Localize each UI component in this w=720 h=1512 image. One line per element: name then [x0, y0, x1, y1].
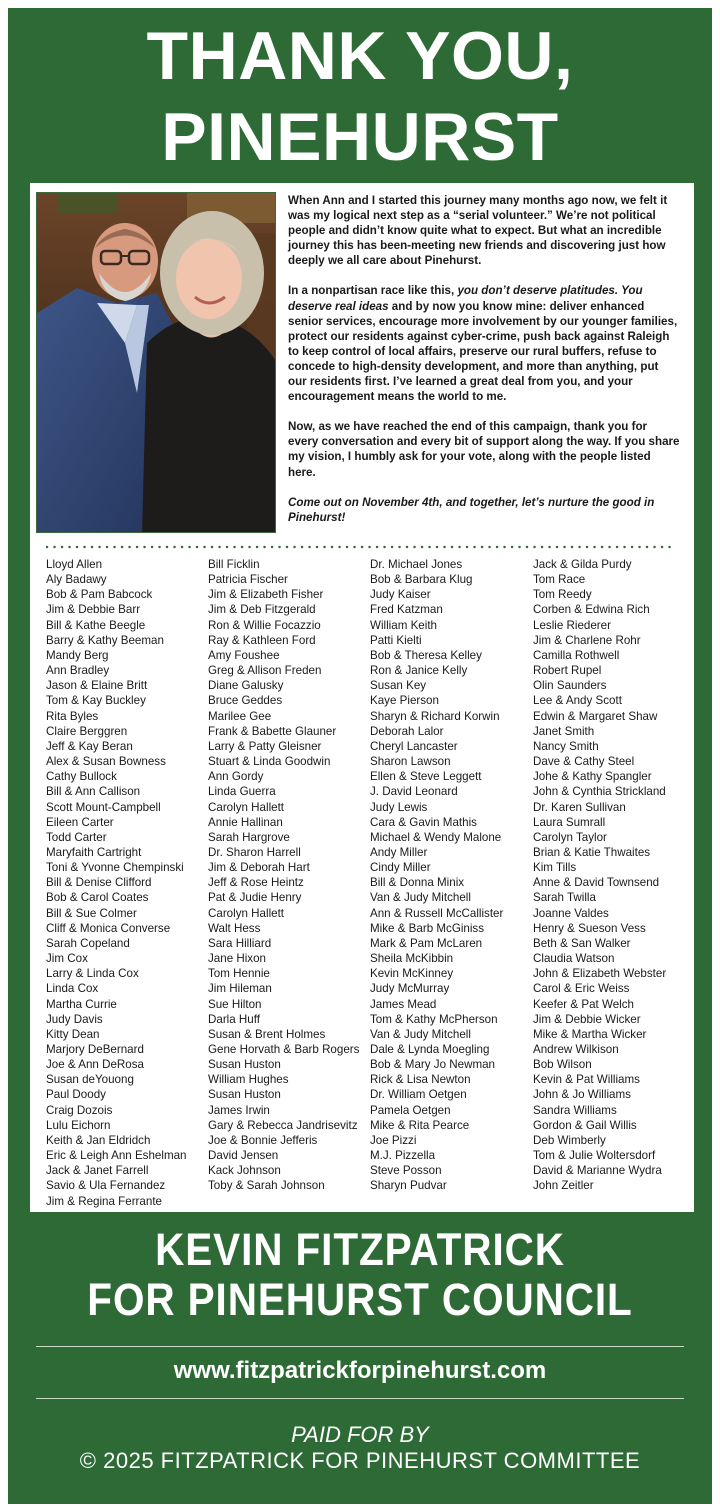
supporter-name: William Keith	[370, 618, 437, 632]
candidate-office: FOR PINEHURST COUNCIL	[87, 1274, 633, 1325]
supporter-name: Tom Race	[533, 573, 586, 587]
supporter-name: Gary & Rebecca Jandrisevitz	[208, 1118, 358, 1132]
supporter-name: Sharon Lawson	[370, 755, 451, 769]
supporter-name: Jim & Elizabeth Fisher	[208, 588, 324, 602]
supporter-name: Jim & Regina Ferrante	[46, 1194, 162, 1208]
supporter-name: Rick & Lisa Newton	[370, 1073, 471, 1087]
supporter-name: David Jensen	[208, 1149, 279, 1163]
supporter-name: Sarah Hargrove	[208, 830, 290, 844]
supporter-name: Larry & Patty Gleisner	[208, 739, 322, 753]
supporter-name: Diane Galusky	[208, 679, 284, 693]
footer-rule-top	[36, 1346, 684, 1347]
supporter-name: James Irwin	[208, 1103, 270, 1117]
letter-paragraph-3: Now, as we have reached the end of this campaign, thank you for every conversation and every bit of support along the way. If you share my vision, I humbly ask for your vote, along with the people listed here.	[288, 420, 680, 479]
supporter-name: Dave & Cathy Steel	[533, 755, 635, 769]
supporter-name: Keefer & Pat Welch	[533, 997, 634, 1011]
supporter-name: Mike & Rita Pearce	[370, 1118, 470, 1132]
supporter-name: Lloyd Allen	[46, 558, 103, 571]
supporter-name: Sarah Copeland	[46, 936, 130, 950]
supporter-name: Bill & Donna Minix	[370, 876, 465, 890]
supporter-name: Camilla Rothwell	[533, 648, 620, 662]
supporter-name: Jim & Debbie Wicker	[533, 1012, 641, 1026]
supporter-name: Keith & Jan Eldridch	[46, 1133, 151, 1147]
supporter-name: Marjory DeBernard	[46, 1043, 144, 1056]
supporter-name: Ron & Janice Kelly	[370, 664, 468, 678]
green-frame	[8, 8, 712, 1504]
supporter-name: Jane Hixon	[208, 952, 267, 966]
supporter-name: Toby & Sarah Johnson	[208, 1179, 325, 1193]
supporter-name: Annie Hallinan	[208, 815, 283, 829]
supporter-name: Stuart & Linda Goodwin	[208, 755, 331, 769]
supporter-name: Tom & Kathy McPherson	[370, 1012, 498, 1026]
supporter-name: Bruce Geddes	[208, 694, 283, 708]
supporter-name: Olin Saunders	[533, 679, 607, 693]
supporter-name: Joe Pizzi	[370, 1133, 417, 1147]
supporter-column-2	[208, 557, 368, 1194]
supporter-name: Van & Judy Mitchell	[370, 891, 471, 905]
supporter-name: Jim Cox	[46, 952, 88, 966]
supporter-name: Ann & Russell McCallister	[370, 906, 504, 920]
supporter-name: Robert Rupel	[533, 664, 602, 678]
supporter-name: Gordon & Gail Willis	[533, 1118, 637, 1132]
supporter-name: Michael & Wendy Malone	[370, 830, 502, 844]
supporter-name: Patricia Fischer	[208, 573, 288, 587]
supporter-name: Walt Hess	[208, 921, 261, 935]
supporter-name: Susan & Brent Holmes	[208, 1027, 326, 1041]
supporter-name: Mandy Berg	[46, 648, 109, 662]
candidate-letter	[288, 193, 680, 540]
supporter-name: Sharyn Pudvar	[370, 1179, 447, 1193]
content-panel	[30, 183, 694, 1212]
supporter-name: Bill Ficklin	[208, 558, 260, 571]
supporter-name: Martha Currie	[46, 997, 117, 1011]
headline-thank-you: THANK YOU,	[146, 18, 574, 94]
supporter-name: Joanne Valdes	[533, 906, 609, 920]
dotted-divider	[46, 536, 678, 540]
footer-rule-bottom	[36, 1398, 684, 1399]
supporter-name: Janet Smith	[533, 724, 595, 738]
supporter-name: Darla Huff	[208, 1012, 260, 1026]
supporter-name: Kaye Pierson	[370, 694, 439, 708]
supporter-name: Kack Johnson	[208, 1164, 281, 1178]
supporter-name: Pamela Oetgen	[370, 1103, 451, 1117]
supporter-name: Susan Huston	[208, 1088, 281, 1102]
supporter-name: Bob Wilson	[533, 1058, 592, 1072]
supporter-name: M.J. Pizzella	[370, 1149, 436, 1163]
supporter-name: Carolyn Hallett	[208, 800, 285, 814]
supporter-name: Linda Guerra	[208, 785, 276, 799]
supporter-name: Tom Hennie	[208, 967, 270, 981]
supporter-name: Amy Foushee	[208, 648, 280, 662]
supporter-name: Pat & Judie Henry	[208, 891, 302, 905]
dotted-divider-line	[46, 545, 678, 549]
supporter-name: Larry & Linda Cox	[46, 967, 139, 981]
supporter-name: Laura Sumrall	[533, 815, 606, 829]
supporter-name: Tom & Kay Buckley	[46, 694, 146, 708]
supporter-name: Alex & Susan Bowness	[46, 755, 166, 769]
supporter-name: Linda Cox	[46, 982, 99, 996]
supporter-name: Deborah Lalor	[370, 724, 444, 738]
supporter-name: Ron & Willie Focazzio	[208, 618, 321, 632]
supporter-name: Carolyn Hallett	[208, 906, 285, 920]
supporter-name: Dr. Sharon Harrell	[208, 845, 301, 859]
supporter-name: Judy Davis	[46, 1012, 103, 1026]
supporter-name: Mike & Martha Wicker	[533, 1027, 647, 1041]
supporter-name: Mark & Pam McLaren	[370, 936, 483, 950]
supporter-name: Bob & Mary Jo Newman	[370, 1058, 496, 1072]
supporter-name: Jeff & Rose Heintz	[208, 876, 304, 890]
supporter-name: Corben & Edwina Rich	[533, 603, 650, 617]
supporter-column-4	[533, 557, 693, 1194]
supporter-name: Jim & Debbie Barr	[46, 603, 141, 617]
supporter-name: Johe & Kathy Spangler	[533, 770, 652, 784]
supporter-name: Rita Byles	[46, 709, 99, 723]
supporter-name: Bob & Carol Coates	[46, 891, 149, 905]
supporter-name: Marilee Gee	[208, 709, 272, 723]
supporter-name: Dr. Michael Jones	[370, 558, 463, 571]
supporter-name: Nancy Smith	[533, 739, 599, 753]
supporter-name: Eric & Leigh Ann Eshelman	[46, 1149, 187, 1163]
supporter-name: Bob & Pam Babcock	[46, 588, 153, 602]
supporter-name: Eileen Carter	[46, 815, 114, 829]
supporter-name: Toni & Yvonne Chempinski	[46, 861, 184, 875]
supporter-name: Ann Bradley	[46, 664, 110, 678]
supporter-name: Ellen & Steve Leggett	[370, 770, 482, 784]
supporter-name: Susan Huston	[208, 1058, 281, 1072]
supporter-name: Dale & Lynda Moegling	[370, 1043, 490, 1056]
supporter-name: Gene Horvath & Barb Rogers	[208, 1043, 360, 1056]
supporter-name: Patti Kielti	[370, 633, 422, 647]
supporter-name: Sheila McKibbin	[370, 952, 454, 966]
supporter-name: Jason & Elaine Britt	[46, 679, 148, 693]
supporter-name: Claudia Watson	[533, 952, 615, 966]
supporter-name: Greg & Allison Freden	[208, 664, 322, 678]
supporter-name: Paul Doody	[46, 1088, 106, 1102]
supporter-name: Judy Lewis	[370, 800, 428, 814]
supporter-name: Susan deYouong	[46, 1073, 134, 1087]
supporter-name: Sara Hilliard	[208, 936, 272, 950]
supporter-name: Dr. Karen Sullivan	[533, 800, 626, 814]
supporter-name: Sue Hilton	[208, 997, 262, 1011]
supporter-name: Bob & Barbara Klug	[370, 573, 473, 587]
supporter-name: Frank & Babette Glauner	[208, 724, 337, 738]
supporter-name: Beth & San Walker	[533, 936, 631, 950]
supporter-name: Deb Wimberly	[533, 1133, 606, 1147]
supporter-name: Cindy Miller	[370, 861, 431, 875]
supporter-name: Jim & Deborah Hart	[208, 861, 310, 875]
supporter-name: Susan Key	[370, 679, 427, 693]
supporter-name: Kitty Dean	[46, 1027, 100, 1041]
supporter-name: Barry & Kathy Beeman	[46, 633, 164, 647]
supporter-name: J. David Leonard	[370, 785, 458, 799]
supporter-name: Aly Badawy	[46, 573, 107, 587]
supporter-name: William Hughes	[208, 1073, 289, 1087]
supporter-name: Jim Hileman	[208, 982, 272, 996]
campaign-website-link[interactable]: www.fitzpatrickforpinehurst.com	[173, 1357, 547, 1384]
supporter-name: Bob & Theresa Kelley	[370, 648, 482, 662]
supporter-name: Tom Reedy	[533, 588, 592, 602]
supporter-name: Joe & Bonnie Jefferis	[208, 1133, 318, 1147]
supporter-name: Cliff & Monica Converse	[46, 921, 171, 935]
letter-emphasis: you don’t deserve platitudes. You deserve real ideas	[288, 284, 643, 313]
supporter-name: Van & Judy Mitchell	[370, 1027, 471, 1041]
couple-photo-illustration	[37, 193, 276, 533]
supporter-name: Bill & Denise Clifford	[46, 876, 152, 890]
candidate-photo	[36, 192, 276, 533]
supporter-name: Andrew Wilkison	[533, 1043, 619, 1056]
supporter-name: John Zeitler	[533, 1179, 594, 1193]
letter-paragraph-1: When Ann and I started this journey many months ago now, we felt it was my logical next step as a “serial volunteer.” We’re not political people and didn’t know quite what to expect. But what an incredible journey this has been-meeting new friends and discovering just how deeply we all care about Pinehurst.	[288, 194, 668, 268]
letter-paragraph-2: In a nonpartisan race like this, you don’t deserve platitudes. You deserve real ideas and by now you know mine: deliver enhanced senior services, encourage more involvement by our younger families, protect our residents against cyber-crime, push back against Raleigh to keep control of local affairs, preserve our rural buffers, refuse to concede to high-density development, and more than anything, put our residents first. I’ve learned a great deal from you, and your encouragement means the world to me.	[288, 284, 678, 404]
supporter-name: Leslie Riederer	[533, 618, 611, 632]
supporter-name: Anne & David Townsend	[533, 876, 660, 890]
supporter-name: Todd Carter	[46, 830, 107, 844]
supporter-name: John & Jo Williams	[533, 1088, 631, 1102]
supporter-name: Ann Gordy	[208, 770, 264, 784]
supporter-name: David & Marianne Wydra	[533, 1164, 662, 1178]
supporter-name: Carol & Eric Weiss	[533, 982, 630, 996]
supporter-name: Maryfaith Cartright	[46, 845, 142, 859]
supporter-name: Sandra Williams	[533, 1103, 617, 1117]
supporter-name: Scott Mount-Campbell	[46, 800, 161, 814]
candidate-name: KEVIN FITZPATRICK	[155, 1224, 565, 1275]
supporter-name: Steve Posson	[370, 1164, 442, 1178]
supporter-column-1	[46, 557, 206, 1209]
supporter-name: Kim Tills	[533, 861, 577, 875]
supporter-name: Brian & Katie Thwaites	[533, 845, 651, 859]
supporter-name: Bill & Ann Callison	[46, 785, 141, 799]
supporter-name: Henry & Sueson Vess	[533, 921, 646, 935]
supporter-name: Jim & Charlene Rohr	[533, 633, 641, 647]
supporter-name: Lulu Eichorn	[46, 1118, 111, 1132]
supporter-name: John & Cynthia Strickland	[533, 785, 666, 799]
supporter-name: Edwin & Margaret Shaw	[533, 709, 658, 723]
supporter-name: James Mead	[370, 997, 437, 1011]
supporter-column-3	[370, 557, 530, 1194]
supporter-name: Ray & Kathleen Ford	[208, 633, 316, 647]
supporter-name: Andy Miller	[370, 845, 428, 859]
supporter-name: Mike & Barb McGiniss	[370, 921, 485, 935]
supporter-name: Tom & Julie Woltersdorf	[533, 1149, 656, 1163]
supporter-name: Lee & Andy Scott	[533, 694, 622, 708]
supporter-name: Kevin & Pat Williams	[533, 1073, 640, 1087]
supporter-name: Craig Dozois	[46, 1103, 113, 1117]
supporter-name: Jack & Gilda Purdy	[533, 558, 632, 571]
supporter-name: Judy McMurray	[370, 982, 450, 996]
supporter-name: Cheryl Lancaster	[370, 739, 458, 753]
supporter-name: Dr. William Oetgen	[370, 1088, 467, 1102]
supporter-name: Fred Katzman	[370, 603, 443, 617]
supporter-name: Cara & Gavin Mathis	[370, 815, 477, 829]
supporter-name: Carolyn Taylor	[533, 830, 607, 844]
supporter-name: Claire Berggren	[46, 724, 128, 738]
supporter-name: Kevin McKinney	[370, 967, 454, 981]
supporter-name: Jack & Janet Farrell	[46, 1164, 149, 1178]
supporter-name: John & Elizabeth Webster	[533, 967, 667, 981]
supporter-name: Judy Kaiser	[370, 588, 431, 602]
supporter-name: Jeff & Kay Beran	[46, 739, 133, 753]
headline-pinehurst: PINEHURST	[161, 99, 559, 175]
paid-for-by: PAID FOR BY	[291, 1422, 429, 1447]
supporter-name: Bill & Sue Colmer	[46, 906, 137, 920]
copyright-notice: © 2025 FITZPATRICK FOR PINEHURST COMMITTEE	[79, 1448, 641, 1473]
supporter-name: Jim & Deb Fitzgerald	[208, 603, 316, 617]
supporter-name: Bill & Kathe Beegle	[46, 618, 146, 632]
supporter-name: Savio & Ula Fernandez	[46, 1179, 166, 1193]
supporter-name: Sarah Twilla	[533, 891, 596, 905]
supporter-name: Sharyn & Richard Korwin	[370, 709, 500, 723]
supporter-name: Joe & Ann DeRosa	[46, 1058, 144, 1072]
letter-closing: Come out on November 4th, and together, let’s nurture the good in Pinehurst!	[288, 495, 655, 524]
supporter-name: Cathy Bullock	[46, 770, 117, 784]
